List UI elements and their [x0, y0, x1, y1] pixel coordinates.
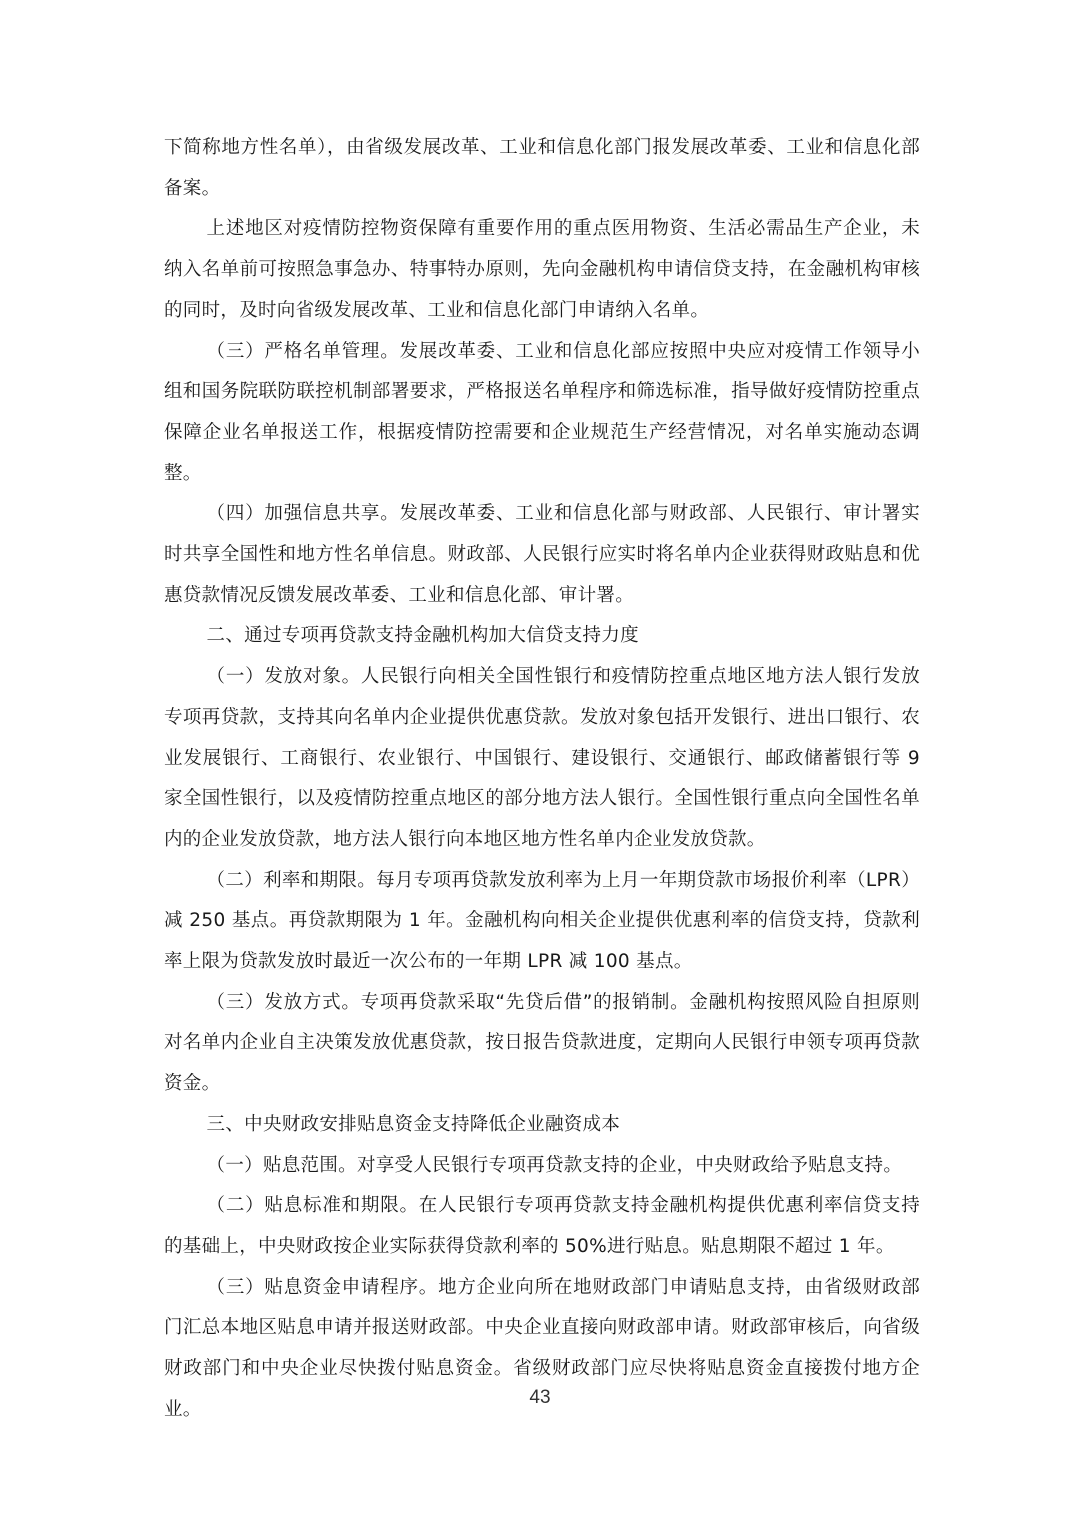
paragraph-1: 下简称地方性名单），由省级发展改革、工业和信息化部门报发展改革委、工业和信息化部备案。 — [164, 137, 920, 199]
paragraph-11: （二）贴息标准和期限。在人民银行专项再贷款支持金融机构提供优惠利率信贷支持的基础上，中央财政按企业实际获得贷款利率的 50%进行贴息。贴息期限不超过 1 年。 — [164, 1195, 920, 1257]
paragraph-2: 上述地区对疫情防控物资保障有重要作用的重点医用物资、生活必需品生产企业，未纳入名单前可按照急事急办、特事特办原则，先向金融机构申请信贷支持，在金融机构审核的同时，及时向省级发展改革、工业和信息化部门申请纳入名单。 — [164, 218, 920, 321]
paragraph-12: （三）贴息资金申请程序。地方企业向所在地财政部门申请贴息支持，由省级财政部门汇总本地区贴息申请并报送财政部。中央企业直接向财政部申请。财政部审核后，向省级财政部门和中央企业尽快拨付贴息资金。省级财政部门应尽快将贴息资金直接拨付地方企业。 — [164, 1276, 920, 1420]
section-heading-3: 三、中央财政安排贴息资金支持降低企业融资成本 — [206, 1113, 621, 1135]
page-number: 43 — [529, 1387, 551, 1408]
paragraph-3: （三）严格名单管理。发展改革委、工业和信息化部应按照中央应对疫情工作领导小组和国务院联防联控机制部署要求，严格报送名单程序和筛选标准，指导做好疫情防控重点保障企业名单报送工作，根据疫情防控需要和企业规范生产经营情况，对名单实施动态调整。 — [164, 340, 920, 484]
paragraph-8: （三）发放方式。专项再贷款采取“先贷后借”的报销制。金融机构按照风险自担原则对名单内企业自主决策发放优惠贷款，按日报告贷款进度，定期向人民银行申领专项再贷款资金。 — [164, 991, 920, 1095]
paragraph-7: （二）利率和期限。每月专项再贷款发放利率为上月一年期贷款市场报价利率（LPR）减 250 基点。再贷款期限为 1 年。金融机构向相关企业提供优惠利率的信贷支持，贷款利率上限为贷款发放时最近一次公布的一年期 LPR 减 100 基点。 — [164, 869, 920, 973]
paragraph-10: （一）贴息范围。对享受人民银行专项再贷款支持的企业，中央财政给予贴息支持。 — [206, 1154, 903, 1176]
document-body — [164, 128, 920, 1431]
paragraph-4: （四）加强信息共享。发展改革委、工业和信息化部与财政部、人民银行、审计署实时共享全国性和地方性名单信息。财政部、人民银行应实时将名单内企业获得财政贴息和优惠贷款情况反馈发展改革委、工业和信息化部、审计署。 — [164, 503, 920, 606]
section-heading-2: 二、通过专项再贷款支持金融机构加大信贷支持力度 — [206, 625, 639, 647]
paragraph-6: （一）发放对象。人民银行向相关全国性银行和疫情防控重点地区地方法人银行发放专项再贷款，支持其向名单内企业提供优惠贷款。发放对象包括开发银行、进出口银行、农业发展银行、工商银行、农业银行、中国银行、建设银行、交通银行、邮政储蓄银行等 9 家全国性银行，以及疫情防控重点地区的部分地方法人银行。全国性银行重点向全国性名单内的企业发放贷款，地方法人银行向本地区地方性名单内企业发放贷款。 — [164, 666, 920, 850]
